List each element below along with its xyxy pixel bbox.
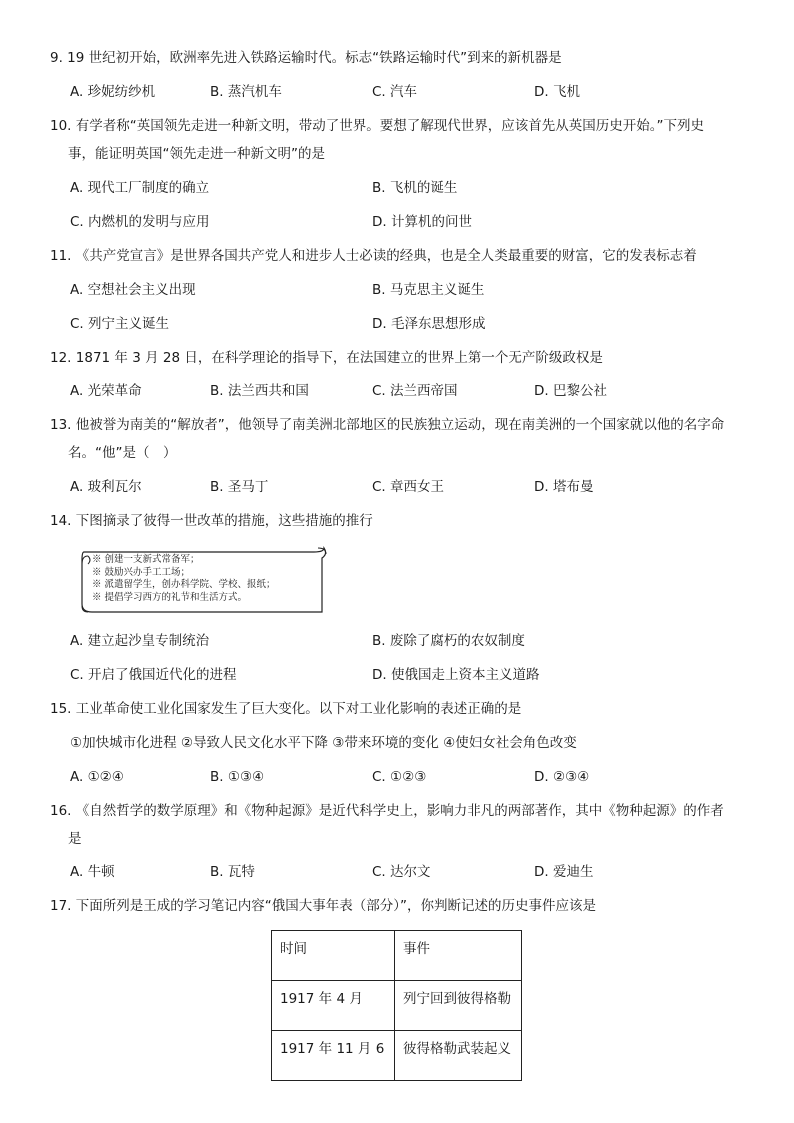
table-cell-event: 列宁回到彼得格勒 (395, 981, 522, 1031)
question-12-stem: 12. 1871 年 3 月 28 日，在科学理论的指导下，在法国建立的世界上第一个无产阶级政权是 (50, 350, 603, 366)
q9-option-a[interactable]: A. 珍妮纺纱机 (70, 84, 156, 100)
q13-option-b[interactable]: B. 圣马丁 (210, 479, 269, 495)
table-cell-time: 1917 年 11 月 6 (272, 1031, 395, 1081)
q15-option-d[interactable]: D. ②③④ (534, 769, 590, 785)
question-14-stem: 14. 下图摘录了彼得一世改革的措施，这些措施的推行 (50, 513, 373, 529)
question-15-stem: 15. 工业革命使工业化国家发生了巨大变化。以下对工业化影响的表述正确的是 (50, 701, 522, 717)
question-9-stem: 9. 19 世纪初开始，欧洲率先进入铁路运输时代。标志“铁路运输时代”到来的新机器是 (50, 50, 562, 66)
q12-option-d[interactable]: D. 巴黎公社 (534, 383, 607, 399)
q11-option-a[interactable]: A. 空想社会主义出现 (70, 282, 196, 298)
table-cell-time: 1917 年 4 月 (272, 981, 395, 1031)
q15-option-a[interactable]: A. ①②④ (70, 769, 124, 785)
q10-option-c[interactable]: C. 内燃机的发明与应用 (70, 214, 210, 230)
q14-option-d[interactable]: D. 使俄国走上资本主义道路 (372, 667, 540, 683)
q11-option-c[interactable]: C. 列宁主义诞生 (70, 316, 170, 332)
scroll-line-4: ※ 提倡学习西方的礼节和生活方式。 (92, 591, 248, 603)
q13-option-c[interactable]: C. 章西女王 (372, 479, 445, 495)
q15-option-b[interactable]: B. ①③④ (210, 769, 265, 785)
q12-option-c[interactable]: C. 法兰西帝国 (372, 383, 458, 399)
table-header-time: 时间 (272, 931, 395, 981)
q16-option-b[interactable]: B. 瓦特 (210, 864, 255, 880)
question-16-stem-line2: 是 (68, 831, 82, 847)
q11-option-d[interactable]: D. 毛泽东思想形成 (372, 316, 486, 332)
q11-option-b[interactable]: B. 马克思主义诞生 (372, 282, 485, 298)
table-header-event: 事件 (395, 931, 522, 981)
q10-option-b[interactable]: B. 飞机的诞生 (372, 180, 458, 196)
table-cell-event: 彼得格勒武装起义 (395, 1031, 522, 1081)
q15-statements: ①加快城市化进程 ②导致人民文化水平下降 ③带来环境的变化 ④使妇女社会角色改变 (70, 735, 577, 751)
q13-option-d[interactable]: D. 塔布曼 (534, 479, 594, 495)
question-16-stem-line1: 16. 《自然哲学的数学原理》和《物种起源》是近代科学史上，影响力非凡的两部著作，其中《物种起源》的作者 (50, 803, 724, 819)
q13-option-a[interactable]: A. 玻利瓦尔 (70, 479, 142, 495)
q12-option-b[interactable]: B. 法兰西共和国 (210, 383, 309, 399)
question-10-stem-line1: 10. 有学者称“英国领先走进一种新文明，带动了世界。要想了解现代世界，应该首先从英国历史开始。”下列史 (50, 118, 704, 134)
question-13-stem-line2: 名。“他”是（ ） (68, 445, 177, 461)
table-header-row (272, 931, 522, 981)
q16-option-d[interactable]: D. 爱迪生 (534, 864, 594, 880)
q14-option-b[interactable]: B. 废除了腐朽的农奴制度 (372, 633, 525, 649)
q10-option-a[interactable]: A. 现代工厂制度的确立 (70, 180, 210, 196)
scroll-line-1: ※ 创建一支新式常备军； (92, 554, 200, 565)
q9-option-b[interactable]: B. 蒸汽机车 (210, 84, 282, 100)
question-17-stem: 17. 下面所列是王成的学习笔记内容“俄国大事年表（部分）”，你判断记述的历史事件应该是 (50, 898, 596, 914)
table-row (272, 1031, 522, 1081)
q16-option-a[interactable]: A. 牛顿 (70, 864, 115, 880)
question-11-stem: 11. 《共产党宣言》是世界各国共产党人和进步人士必读的经典，也是全人类最重要的财富，它的发表标志着 (50, 248, 697, 264)
scroll-line-2: ※ 鼓励兴办手工工场； (92, 566, 191, 578)
scroll-figure-text (92, 554, 322, 604)
q14-option-a[interactable]: A. 建立起沙皇专制统治 (70, 633, 210, 649)
q9-option-d[interactable]: D. 飞机 (534, 84, 580, 100)
q10-option-d[interactable]: D. 计算机的问世 (372, 214, 472, 230)
table-row (272, 981, 522, 1031)
events-table (271, 930, 522, 1081)
q12-option-a[interactable]: A. 光荣革命 (70, 383, 142, 399)
q15-option-c[interactable]: C. ①②③ (372, 769, 427, 785)
question-10-stem-line2: 事，能证明英国“领先走进一种新文明”的是 (68, 146, 325, 162)
q16-option-c[interactable]: C. 达尔文 (372, 864, 431, 880)
q14-option-c[interactable]: C. 开启了俄国近代化的进程 (70, 667, 237, 683)
question-13-stem-line1: 13. 他被誉为南美的“解放者”，他领导了南美洲北部地区的民族独立运动，现在南美洲的一个国家就以他的名字命 (50, 417, 725, 433)
scroll-line-3: ※ 派遣留学生，创办科学院、学校、报纸； (92, 579, 276, 590)
q9-option-c[interactable]: C. 汽车 (372, 84, 418, 100)
